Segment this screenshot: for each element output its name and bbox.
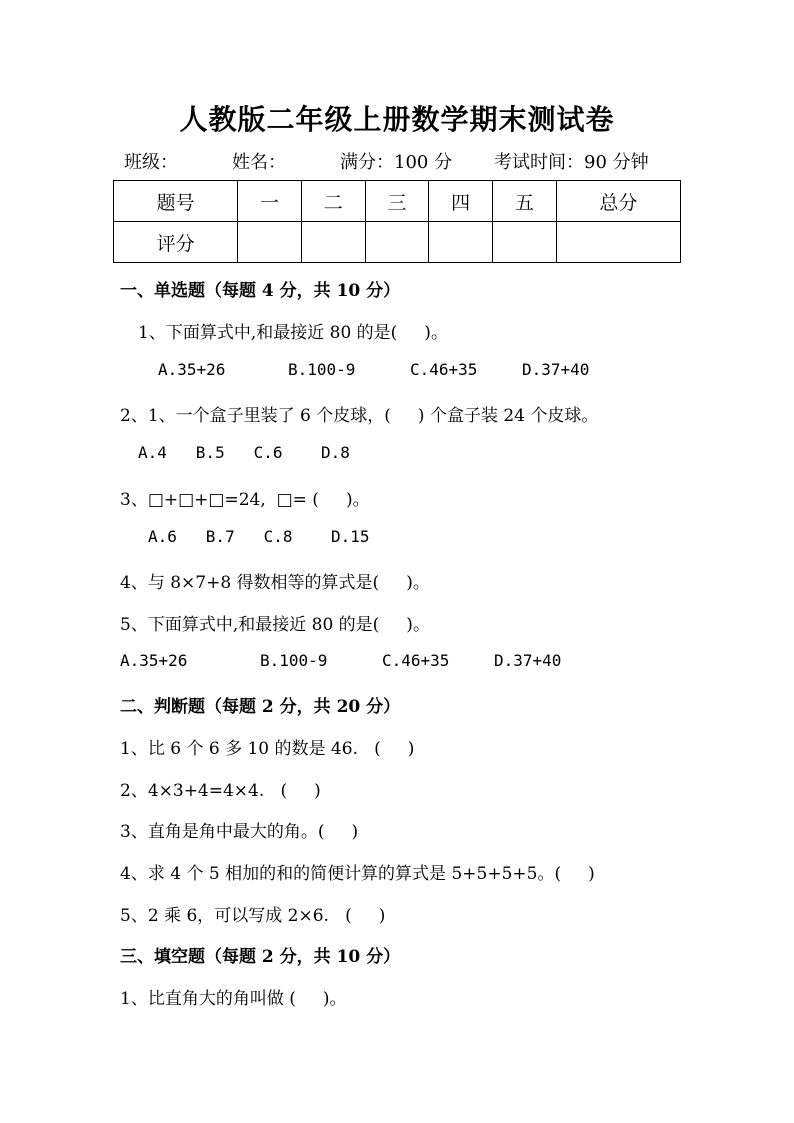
s1-q3-options: A.6 B.7 C.8 D.15 [148,527,370,546]
s2-question-2: 2、4×3+4=4×4. ( ) [120,781,321,801]
s1-q5-option-b: B.100-9 [260,651,328,670]
class-label: 班级： [124,152,178,173]
section3-heading: 三、填空题（每题 2 分，共 10 分） [120,947,401,967]
exam-time-label: 考试时间：90 分钟 [494,152,649,173]
score-cell[interactable] [429,222,493,263]
score-table-header-cell: 一 [238,181,302,222]
s2-question-1: 1、比 6 个 6 多 10 的数是 46. ( ) [120,739,415,759]
score-table-header-cell: 四 [429,181,493,222]
full-score-label: 满分：100 分 [340,152,453,173]
score-cell[interactable] [238,222,302,263]
s1-question-5: 5、下面算式中,和最接近 80 的是( )。 [120,615,430,635]
score-table-header-cell: 五 [493,181,557,222]
s1-q5-option-c: C.46+35 [382,651,450,670]
score-cell[interactable] [493,222,557,263]
score-table-header-cell: 总分 [556,181,680,222]
score-table-header-cell: 三 [365,181,429,222]
s2-question-4: 4、求 4 个 5 相加的和的简便计算的算式是 5+5+5+5。( ) [120,864,595,884]
score-table [113,180,681,263]
s2-question-5: 5、2 乘 6，可以写成 2×6. ( ) [120,906,386,926]
s1-q2-options: A.4 B.5 C.6 D.8 [138,443,350,462]
s1-q1-option-d: D.37+40 [522,360,590,379]
score-table-header-cell: 题号 [114,181,238,222]
section2-heading: 二、判断题（每题 2 分，共 20 分） [120,697,401,717]
score-table-header-row [114,181,681,222]
s2-question-3: 3、直角是角中最大的角。( ) [120,822,359,842]
score-table-header-cell: 二 [301,181,365,222]
s1-question-1: 1、下面算式中,和最接近 80 的是( )。 [138,323,448,343]
score-cell[interactable] [301,222,365,263]
s1-question-4: 4、与 8×7+8 得数相等的算式是( )。 [120,573,430,593]
s1-question-3: 3、□+□+□=24, □= ( )。 [120,490,370,510]
s1-q1-option-b: B.100-9 [288,360,356,379]
score-table-score-row [114,222,681,263]
s1-question-2: 2、1、一个盒子里装了 6 个皮球，( ) 个盒子装 24 个皮球。 [120,406,599,426]
s1-q5-option-d: D.37+40 [494,651,562,670]
page-title: 人教版二年级上册数学期末测试卷 [179,103,615,136]
score-row-label: 评分 [114,222,238,263]
score-cell[interactable] [365,222,429,263]
s1-q1-option-c: C.46+35 [410,360,478,379]
section1-heading: 一、单选题（每题 4 分，共 10 分） [120,281,401,301]
s3-question-1: 1、比直角大的角叫做 ( )。 [120,989,347,1009]
s1-q1-option-a: A.35+26 [158,360,226,379]
score-cell[interactable] [556,222,680,263]
name-label: 姓名： [232,152,286,173]
s1-q5-option-a: A.35+26 [120,651,188,670]
